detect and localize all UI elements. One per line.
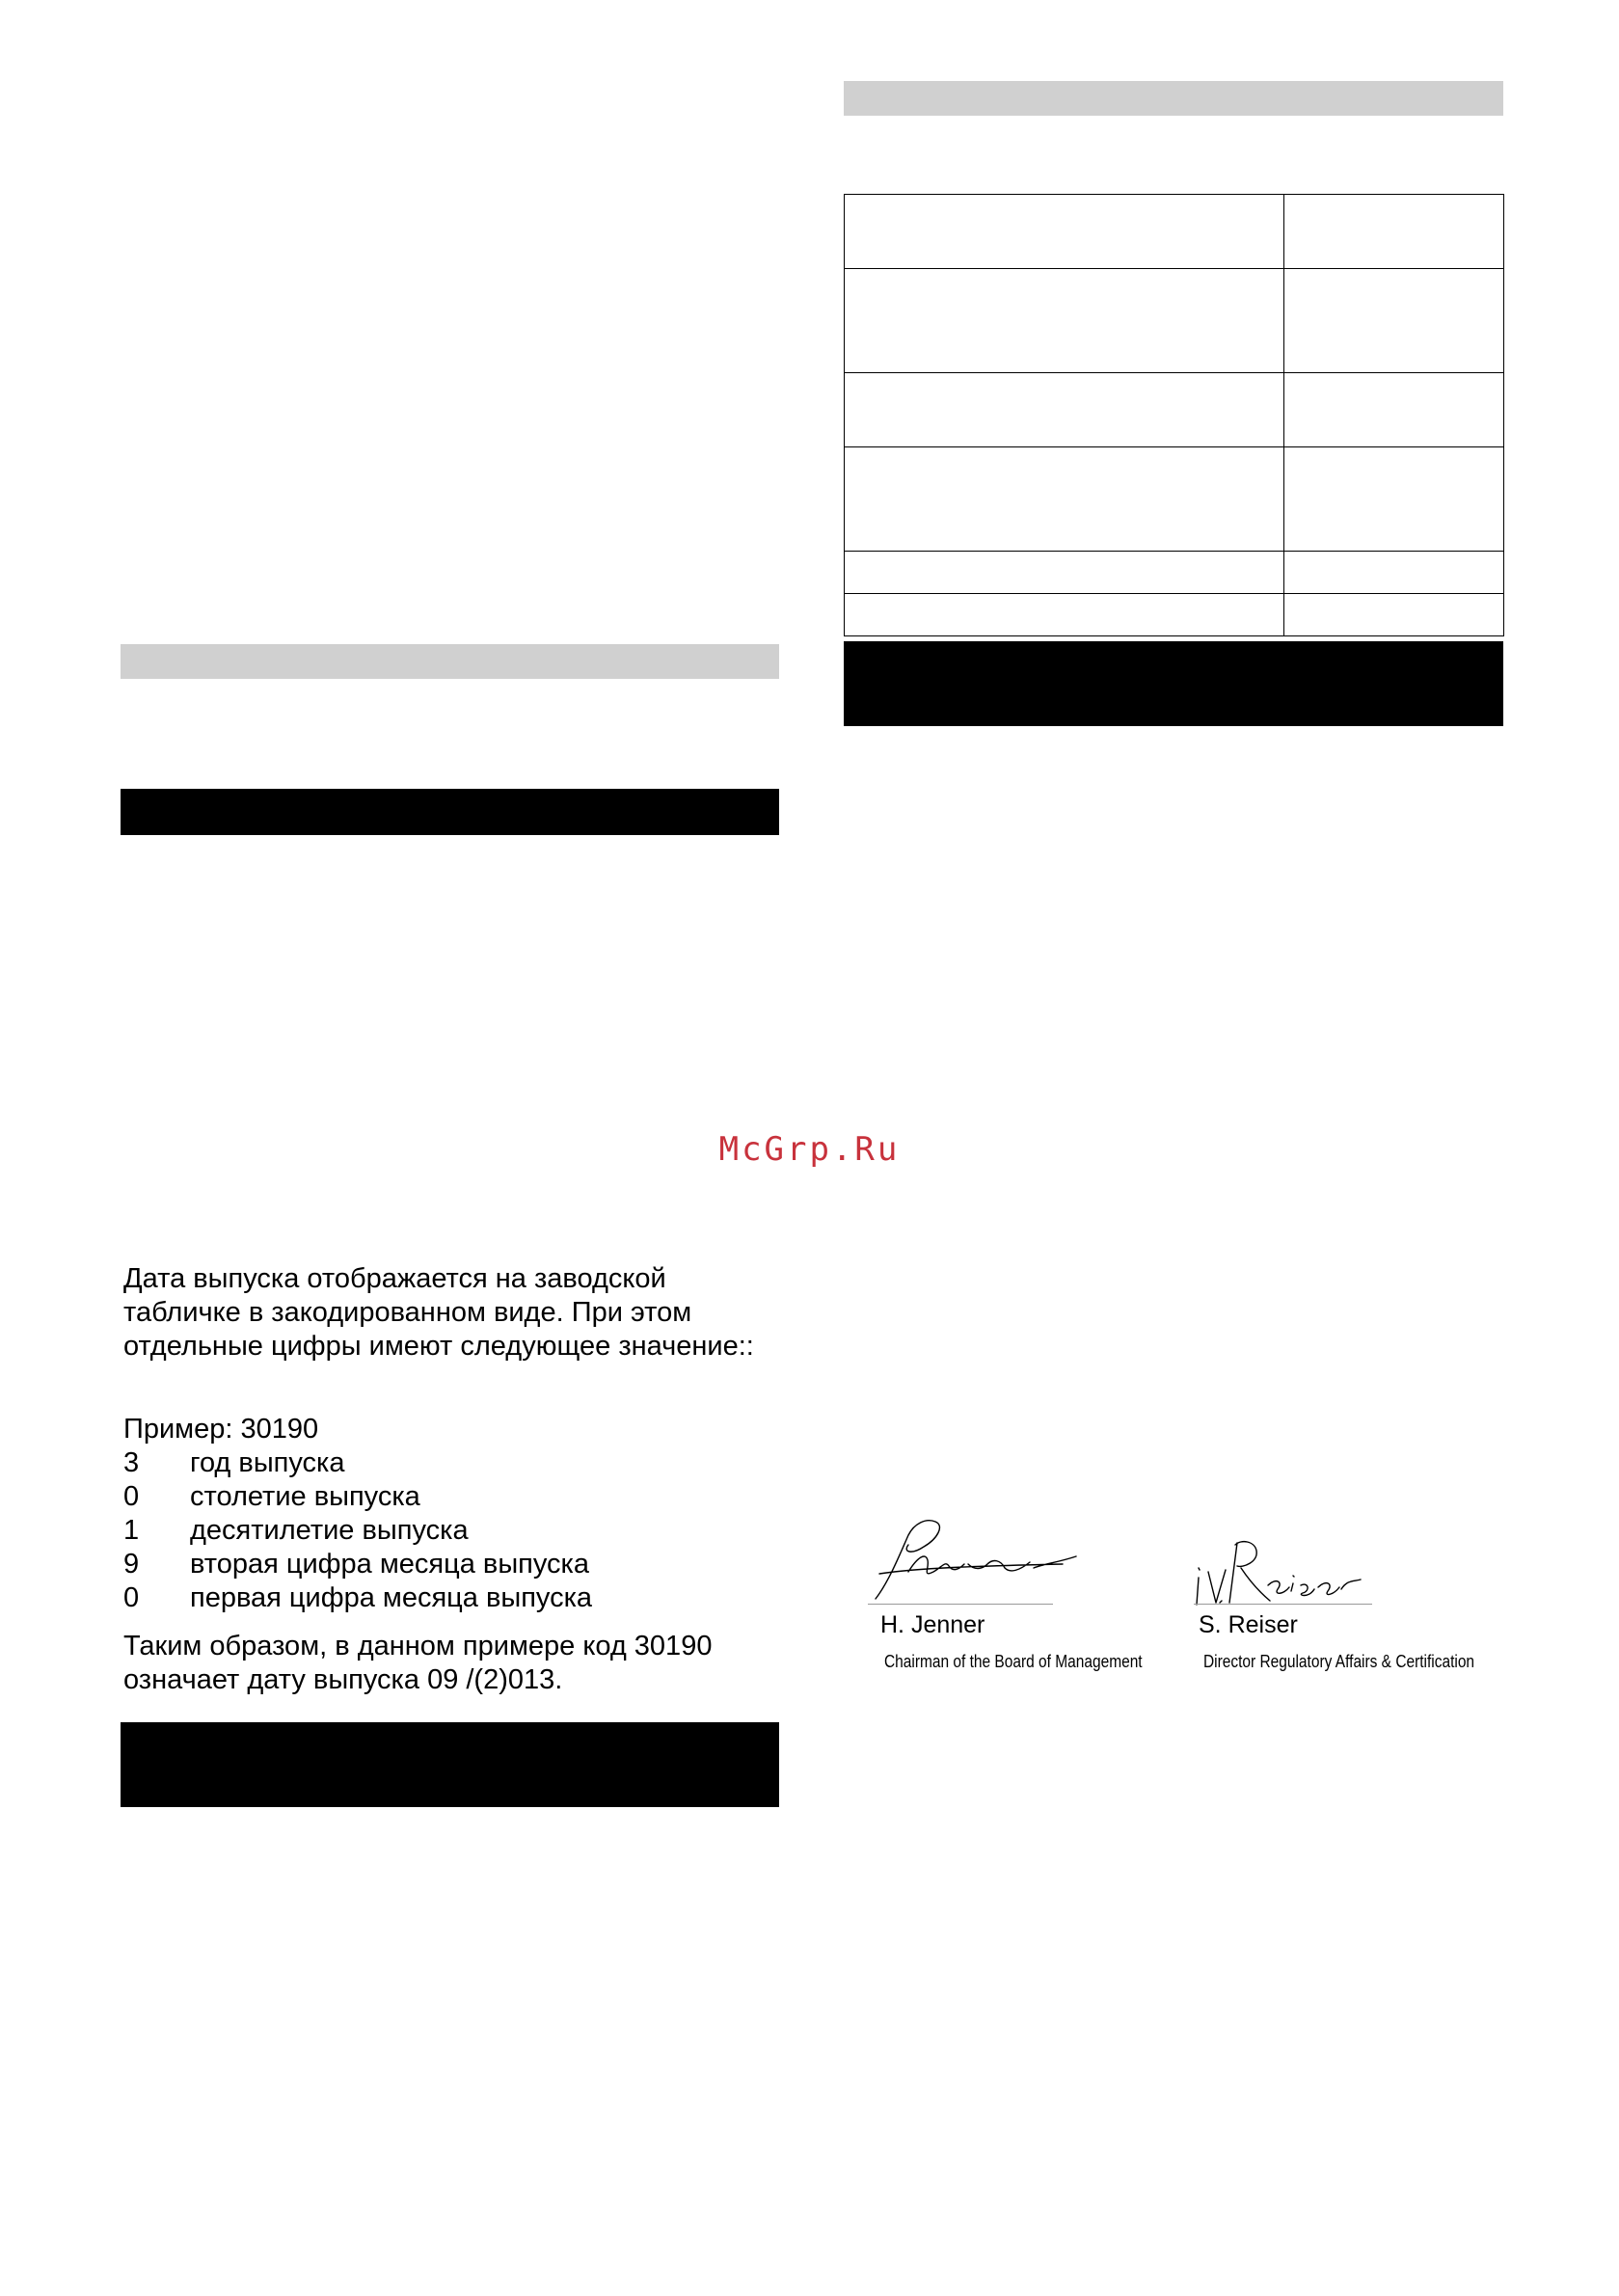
date-code-conclusion: Таким образом, в данном примере код 30190 означает дату выпуска 09 /(2)013. [123,1631,713,1695]
table-row [845,195,1504,269]
table-row [845,373,1504,447]
section-title-bar [844,641,1503,726]
table-row [845,552,1504,594]
table-cell [1284,269,1504,373]
signatory-name: H. Jenner [880,1611,985,1638]
signatory-name: S. Reiser [1199,1611,1298,1638]
code-digit: 0 [123,1481,140,1512]
code-digit-meaning: десятилетие выпуска [190,1515,469,1546]
table-row [845,447,1504,552]
section-header-bar [121,644,779,679]
table-cell [845,447,1284,552]
code-digit-meaning: год выпуска [190,1447,345,1478]
table-cell [1284,447,1504,552]
code-digit: 3 [123,1447,140,1478]
code-digit-meaning: первая цифра месяца выпуска [190,1582,593,1613]
section-header-bar [844,81,1503,116]
signature-line [868,1604,1053,1605]
date-code-example: Пример: 30190 [123,1414,319,1445]
code-digit-meaning: столетие выпуска [190,1481,420,1512]
signature-jenner [870,1514,1082,1607]
table-cell [845,594,1284,636]
table-cell [1284,594,1504,636]
section-title-bar [121,789,779,835]
table-cell [1284,552,1504,594]
date-code-intro: Дата выпуска отображается на заводской табличке в закодированном виде. При этом отдельные цифры имеют следующее значение:: [123,1263,754,1362]
specification-table [844,194,1504,636]
code-digit-meaning: вторая цифра месяца выпуска [190,1549,590,1580]
table-cell [845,552,1284,594]
signatory-role: Director Regulatory Affairs & Certification [1203,1652,1475,1671]
table-cell [1284,373,1504,447]
code-digit: 9 [123,1549,140,1580]
code-digit: 0 [123,1582,140,1613]
signature-reiser [1191,1531,1364,1608]
table-row [845,594,1504,636]
table-row [845,269,1504,373]
code-digit: 1 [123,1515,140,1546]
signature-line [1194,1604,1372,1605]
section-title-bar [121,1722,779,1807]
signatory-role: Chairman of the Board of Management [884,1652,1143,1671]
table-cell [1284,195,1504,269]
table-cell [845,269,1284,373]
table-cell [845,373,1284,447]
table-cell [845,195,1284,269]
watermark-text: McGrp.Ru [718,1130,901,1169]
